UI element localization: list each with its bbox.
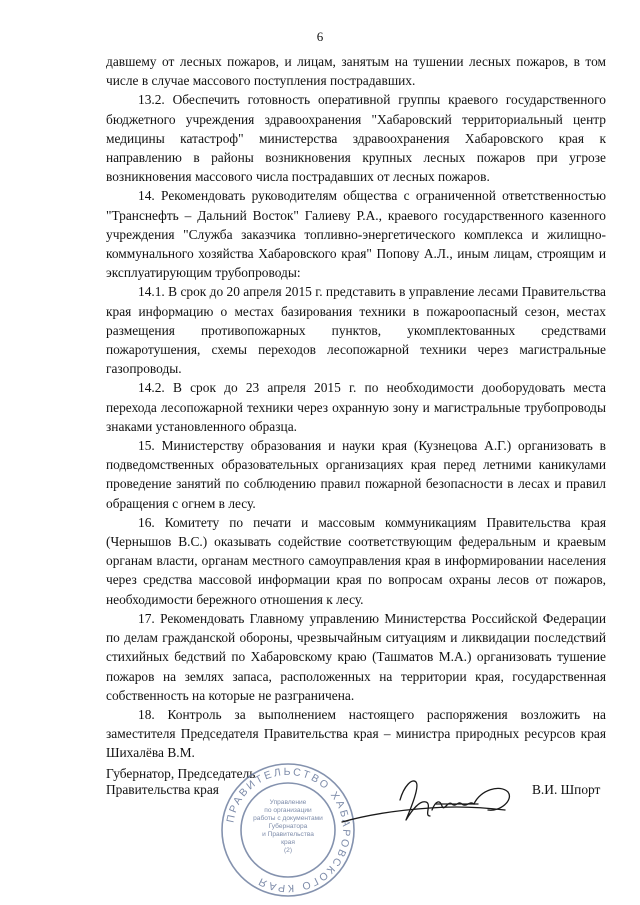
signatory-title-line-2: Правительства края (106, 782, 219, 797)
paragraph-17: 17. Рекомендовать Главному управлению Министерства Российской Федерации по делам гражданской обороны, чрезвычайным ситуациям и ликвидации последствий стихийных бедствий по Хабаровскому краю (Ташматов М.А.) организовать тушение пожаров на землях запаса, расположенных на территории края, государственная собственность на которые не разграничена. (106, 610, 606, 703)
seal-line-3: работы с документами (253, 815, 323, 822)
paragraph-16: 16. Комитету по печати и массовым коммуникациям Правительства края (Чернышов В.С.) оказывать содействие соответствующим федеральным и краевым органам власти, органам местного самоуправления края в информировании населения через средства массовой информации края по вопросам охраны лесов от пожаров, необходимости бережного отношения к лесу. (106, 514, 606, 607)
seal-line-5: и Правительства (262, 831, 314, 838)
signatory-title-line-1: Губернатор, Председатель (106, 766, 256, 781)
paragraph-14-1: 14.1. В срок до 20 апреля 2015 г. представить в управление лесами Правительства края информацию о местах базирования техники в пожароопасный сезон, местах размещения противопожарных пунктов, укомплектованных средствами пожаротушения, схемы переходов лесопожарной техники через магистральные газопроводы. (106, 284, 606, 377)
signature-block (0, 760, 640, 905)
document-body (106, 52, 606, 763)
seal-line-7: (2) (283, 847, 293, 854)
paragraph-18: 18. Контроль за выполнением настоящего распоряжения возложить на заместителя Председателя Правительства края – министра природных ресурсов края Шихалёва В.М. (106, 706, 606, 761)
page-number: 6 (316, 29, 324, 44)
paragraph-14-2: 14.2. В срок до 23 апреля 2015 г. по необходимости дооборудовать места перехода лесопожарной техники через охранную зону и магистральные трубопроводы знаками установленного образца. (106, 380, 606, 434)
paragraph-15: 15. Министерству образования и науки края (Кузнецова А.Г.) организовать в подведомственных образовательных организациях края перед летними каникулами проведение занятий по соблюдению правил пожарной безопасности в лесах и правил обращения с огнем в лесу. (106, 438, 606, 511)
signatory-name: В.И. Шпорт (532, 782, 601, 797)
seal-line-1: Управление (269, 799, 307, 806)
handwritten-signature (340, 770, 520, 830)
seal-line-6: края (281, 839, 295, 846)
seal-line-2: по организации (264, 807, 312, 814)
paragraph-14: 14. Рекомендовать руководителям общества с ограниченной ответственностью "Транснефть – Дальний Восток" Галиеву Р.А., краевого государственного казенного учреждения "Служба заказчика топливно-энергетического комплекса и жилищно-коммунального хозяйства Хабаровского края" Попову А.Л., иным лицам, строящим и эксплуатирующим трубопроводы: (106, 188, 606, 281)
paragraph-13-2: 13.2. Обеспечить готовность оперативной группы краевого государственного бюджетного учреждения здравоохранения "Хабаровский территориальный центр медицины катастроф" министерства здравоохранения Хабаровского края к направлению в районы возникновения крупных лесных пожаров при угрозе возникновения массового числа пострадавших от лесных пожаров. (106, 92, 606, 185)
seal-outer-text: ПРАВИТЕЛЬСТВО ХАБАРОВСКОГО КРАЯ (224, 765, 353, 895)
seal-line-4: Губернатора (268, 823, 308, 830)
paragraph-continuation: давшему от лесных пожаров, и лицам, занятым на тушении лесных пожаров, в том числе в случае массового поступления пострадавших. (106, 54, 606, 89)
